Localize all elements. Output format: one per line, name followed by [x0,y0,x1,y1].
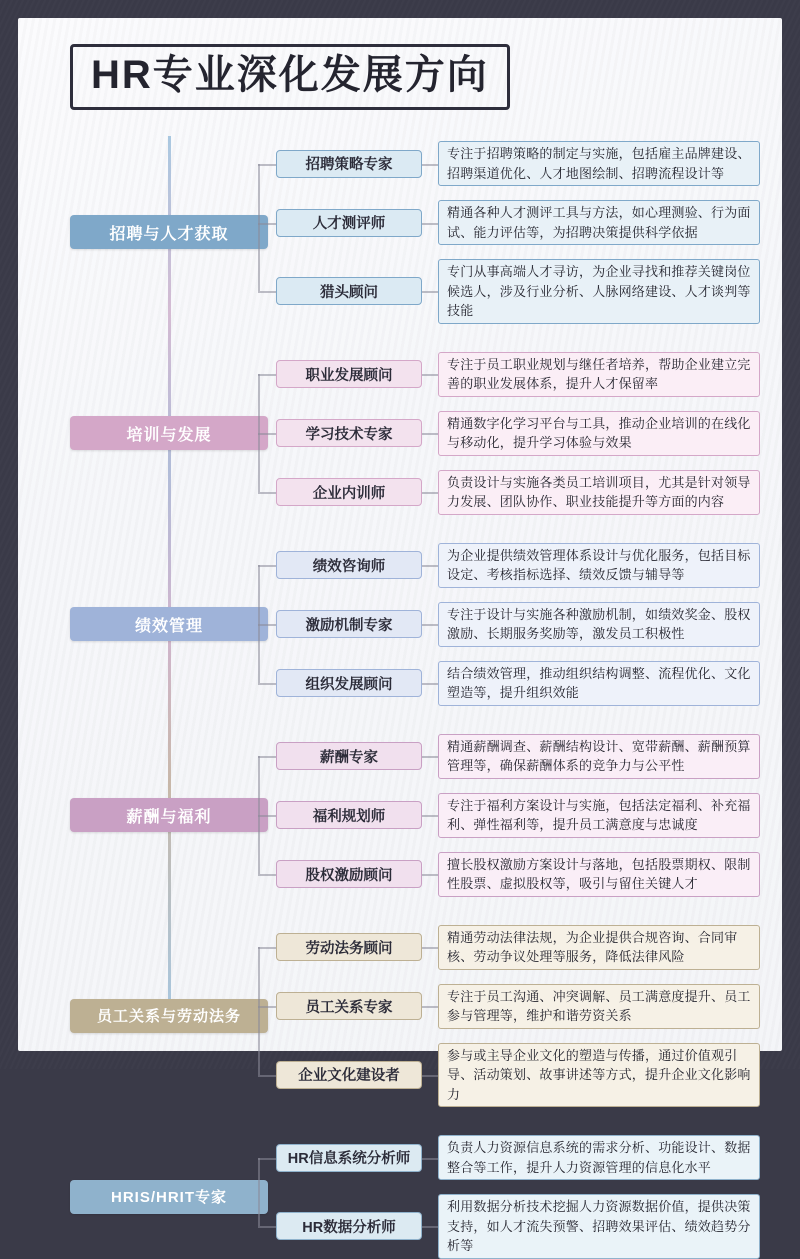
description-line: 利、弹性福利等，提升员工满意度与忠诚度 [447,817,698,832]
role-label: 激励机制专家 [305,617,393,634]
description-line: 析等 [447,1238,474,1253]
role-chip[interactable] [276,610,422,638]
role-label: 绩效咨询师 [312,558,386,575]
role-connector [258,291,276,293]
role-connector [258,1226,276,1228]
description-connector [422,492,438,494]
role-chip[interactable] [276,1144,422,1172]
role-description [438,1135,760,1180]
description-line: 为企业提供绩效管理体系设计与优化服务，包括目标 [447,547,751,563]
role-chip[interactable] [276,478,422,506]
description-line: 专注于福利方案设计与实施，包括法定福利、补充福 [447,797,751,813]
role-chip[interactable] [276,360,422,388]
role-connector [258,947,276,949]
role-label: 劳动法务顾问 [305,940,393,957]
role-description [438,352,760,397]
description-connector [422,1158,438,1160]
category-pill-4[interactable] [70,798,268,832]
role-chip[interactable] [276,669,422,697]
role-connector [258,1075,276,1077]
role-description [438,661,760,706]
description-line: 精通数字化学习平台与工具，推动企业培训的在线化 [447,415,751,431]
description-line: 力 [447,1086,461,1102]
role-chip[interactable] [276,992,422,1020]
role-label: 组织发展顾问 [305,676,393,693]
description-line: 设定、考核指标选择、绩效反馈与辅导等 [447,567,685,582]
description-line: 参与或主导企业文化的塑造与传播，通过价值观引 [447,1047,738,1063]
category-label: 绩效管理 [134,617,203,635]
description-connector [422,815,438,817]
page-title: HR专业深化发展方向 [91,53,489,97]
description-line: 专注于招聘策略的制定与实施，包括雇主品牌建设、 [447,146,751,161]
role-description [438,734,760,779]
description-line: 参与管理等，维护和谐劳资关系 [447,1008,632,1023]
role-connector [258,492,276,494]
role-chip[interactable] [276,150,422,178]
description-line: 招聘渠道优化、人才地图绘制、招聘流程设计等 [447,165,725,181]
role-connector [258,1158,276,1160]
role-connector [258,164,276,166]
role-description [438,141,760,186]
group-subspine [258,565,260,683]
role-chip[interactable] [276,1061,422,1089]
role-description [438,602,760,647]
description-line: 导、活动策划、故事讲述等方式，提升企业文化影响 [447,1067,751,1082]
diagram-board [18,18,782,1253]
description-line: 善的职业发展体系，提升人才保留率 [447,376,659,391]
description-line: 管理等，确保薪酬体系的竞争力与公平性 [447,758,685,773]
role-chip[interactable] [276,277,422,305]
role-chip[interactable] [276,209,422,237]
description-line: 技能 [447,303,474,318]
role-label: 股权激励顾问 [305,867,393,884]
description-line: 精通薪酬调查、薪酬结构设计、宽带薪酬、薪酬预算 [447,738,751,754]
description-line: 支持，如人才流失预警、招聘效果评估、绩效趋势分 [447,1218,751,1234]
role-connector [258,223,276,225]
role-connector [258,565,276,567]
group-subspine [258,1158,260,1227]
description-connector [422,1075,438,1077]
description-connector [422,374,438,376]
role-connector [258,756,276,758]
description-line: 专注于员工沟通、冲突调解、员工满意度提升、员工 [447,988,751,1004]
description-line: 擅长股权激励方案设计与落地，包括股票期权、限制 [447,856,751,872]
role-description [438,259,760,324]
role-description [438,411,760,456]
category-pill-2[interactable] [70,416,268,450]
role-connector [258,683,276,685]
description-connector [422,223,438,225]
role-label: 员工关系专家 [305,999,393,1016]
role-connector [258,433,276,435]
role-label: 招聘策略专家 [305,157,393,173]
description-line: 候选人，涉及行业分析、人脉网络建设、人才谈判等 [447,283,751,299]
category-pill-1[interactable] [70,215,268,249]
description-line: 负责设计与实施各类员工培训项目，尤其是针对领导 [447,474,751,490]
role-label: 企业内训师 [312,485,386,502]
description-line: 利用数据分析技术挖掘人力资源数据价值，提供决策 [447,1199,751,1214]
role-description [438,1194,760,1259]
role-chip[interactable] [276,1212,422,1240]
category-pill-5[interactable] [70,999,268,1033]
description-line: 性股票、虚拟股权等，吸引与留住关键人才 [447,876,698,891]
role-description [438,470,760,515]
group-subspine [258,374,260,492]
role-label: 学习技术专家 [305,426,393,443]
description-line: 试、能力评估等，为招聘决策提供科学依据 [447,224,698,240]
category-label: 培训与发展 [126,426,212,444]
category-label: 员工关系与劳动法务 [96,1008,241,1026]
description-line: 精通劳动法律法规，为企业提供合规咨询、合同审 [447,929,738,945]
role-chip[interactable] [276,551,422,579]
description-line: 精通各种人才测评工具与方法，如心理测验、行为面 [447,205,751,220]
role-connector [258,1006,276,1008]
group-subspine [258,164,260,292]
description-connector [422,874,438,876]
category-pill-3[interactable] [70,607,268,641]
role-label: HR信息系统分析师 [287,1151,411,1167]
description-connector [422,565,438,567]
description-line: 负责人力资源信息系统的需求分析、功能设计、数据 [447,1140,751,1155]
main-spine [168,136,171,1016]
role-description [438,543,760,588]
role-label: 薪酬专家 [320,749,378,766]
description-connector [422,947,438,949]
role-label: 职业发展顾问 [305,367,393,384]
role-connector [258,624,276,626]
description-line: 整合等工作，提升人力资源管理的信息化水平 [447,1159,712,1175]
description-connector [422,291,438,293]
role-description [438,793,760,838]
description-connector [422,433,438,435]
description-line: 力发展、团队协作、职业技能提升等方面的内容 [447,494,725,509]
role-description [438,200,760,245]
role-chip[interactable] [276,801,422,829]
description-line: 激励、长期服务奖励等，激发员工积极性 [447,626,685,641]
role-description [438,852,760,897]
role-connector [258,374,276,376]
role-chip[interactable] [276,933,422,961]
description-connector [422,1226,438,1228]
role-chip[interactable] [276,742,422,770]
group-subspine [258,756,260,874]
group-subspine [258,947,260,1075]
description-line: 结合绩效管理，推动组织结构调整、流程优化、文化 [447,665,751,681]
role-label: 人才测评师 [312,216,386,232]
category-label: 招聘与人才获取 [109,225,229,243]
role-label: HR数据分析师 [302,1219,396,1236]
description-connector [422,1006,438,1008]
title-box [70,44,510,110]
description-line: 专门从事高端人才寻访，为企业寻找和推荐关键岗位 [447,264,751,279]
category-pill-6[interactable] [70,1180,268,1214]
role-chip[interactable] [276,419,422,447]
description-connector [422,164,438,166]
role-label: 猎头顾问 [320,284,378,301]
description-line: 专注于员工职业规划与继任者培养，帮助企业建立完 [447,356,751,372]
role-label: 福利规划师 [312,808,386,825]
role-description [438,925,760,970]
description-connector [422,756,438,758]
role-description [438,984,760,1029]
category-label: HRIS/HRIT专家 [110,1189,227,1207]
description-connector [422,624,438,626]
role-connector [258,874,276,876]
description-line: 核、劳动争议处理等服务，降低法律风险 [447,949,685,964]
role-chip[interactable] [276,860,422,888]
category-label: 薪酬与福利 [126,808,212,826]
description-line: 塑造等，提升组织效能 [447,685,580,700]
description-line: 专注于设计与实施各种激励机制，如绩效奖金、股权 [447,606,751,622]
role-label: 企业文化建设者 [298,1068,400,1085]
description-line: 与移动化，提升学习体验与效果 [447,435,632,450]
role-connector [258,815,276,817]
description-connector [422,683,438,685]
role-description [438,1043,760,1108]
